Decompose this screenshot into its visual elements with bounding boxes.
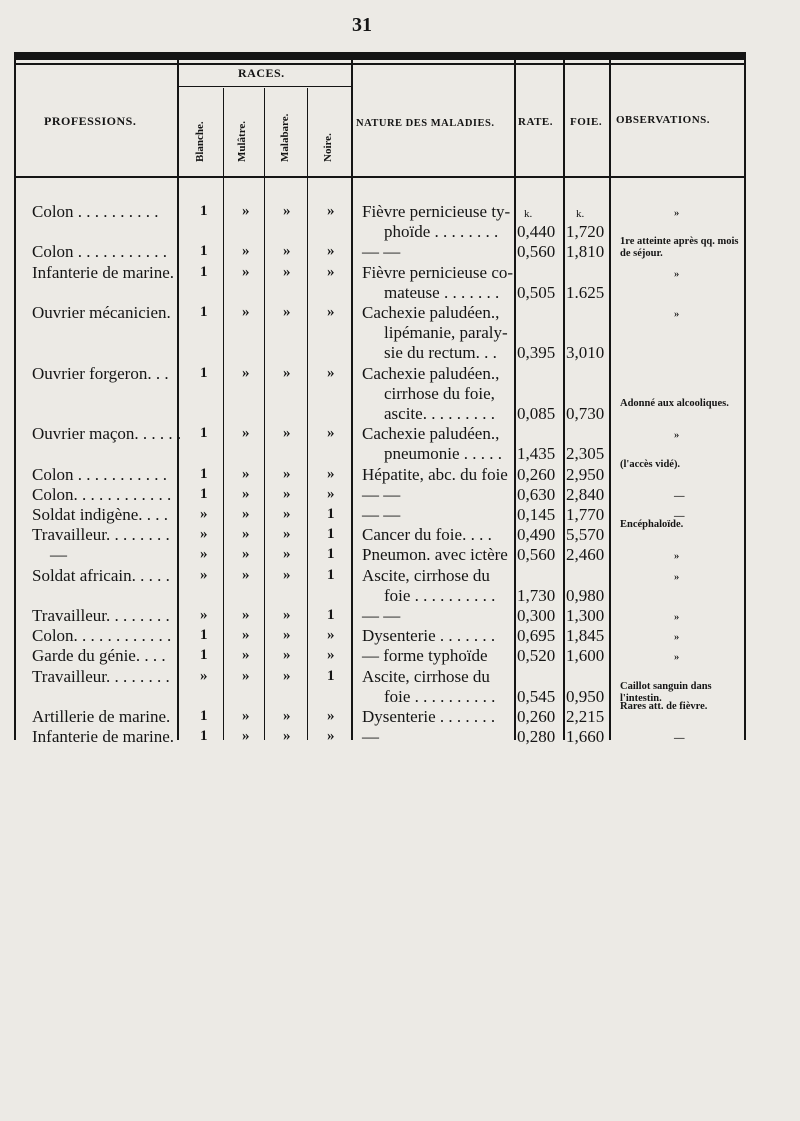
- observation-cell: »: [674, 571, 680, 583]
- observation-cell: »: [674, 430, 680, 442]
- rate-cell: 0,520: [517, 646, 556, 666]
- profession-cell: Colon . . . . . . . . . . .: [32, 464, 168, 484]
- nature-cell: — —: [362, 606, 401, 625]
- race-cell: »: [242, 485, 250, 502]
- table-top-rule-thin: [14, 63, 746, 65]
- race-cell: 1: [327, 546, 335, 563]
- foie-cell: 1.625: [566, 282, 605, 302]
- rate-cell: 0,440: [517, 222, 556, 242]
- observation-cell: —: [674, 490, 685, 502]
- race-cell: 1: [200, 364, 208, 381]
- rate-cell: 0,145: [517, 505, 556, 524]
- nature-cell: ascite. . . . . . . . .: [384, 404, 495, 423]
- race-cell: »: [283, 667, 291, 684]
- race-cell: »: [283, 566, 291, 583]
- race-cell: 1: [200, 465, 208, 482]
- rate-cell: 0,505: [517, 282, 556, 302]
- profession-cell: Ouvrier maçon. . . . . .: [32, 424, 182, 444]
- observation-cell: »: [674, 612, 680, 623]
- nature-cell: Dysenterie . . . . . . .: [362, 707, 496, 726]
- nature-cell: Ascite, cirrhose du: [362, 565, 490, 585]
- observation-cell: »: [674, 632, 680, 644]
- race-cell: 1: [327, 566, 335, 583]
- race-cell: »: [283, 364, 291, 381]
- race-cell: 1: [200, 627, 208, 644]
- foie-cell: 3,010: [566, 343, 605, 363]
- header-race-mulatre: Mulâtre.: [236, 120, 248, 162]
- profession-cell: Ouvrier mécanicien.: [32, 303, 171, 322]
- race-cell: 1: [200, 728, 208, 745]
- header-foie: FOIE.: [570, 116, 603, 128]
- foie-cell: 1,770: [566, 505, 605, 524]
- race-cell: »: [327, 647, 335, 664]
- observation-cell: —: [674, 733, 685, 745]
- race-cell: »: [327, 203, 335, 219]
- observation-cell: 1re atteinte après qq. mois de séjour.: [620, 236, 739, 260]
- race-cell: »: [242, 364, 250, 381]
- foie-cell: 1,845: [566, 626, 605, 646]
- nature-cell: cirrhose du foie,: [384, 383, 495, 403]
- profession-cell: Colon. . . . . . . . . . . .: [32, 626, 172, 646]
- race-cell: »: [327, 263, 335, 280]
- nature-cell: mateuse . . . . . . .: [384, 282, 500, 302]
- rate-cell: 1,435: [517, 444, 556, 464]
- foie-cell: 2,305: [566, 444, 605, 464]
- nature-cell: foie . . . . . . . . . .: [384, 686, 496, 706]
- nature-cell: Ascite, cirrhose du: [362, 666, 490, 686]
- nature-cell: Cancer du foie. . . .: [362, 525, 492, 545]
- profession-cell: Garde du génie. . . .: [32, 646, 166, 666]
- nature-cell: Fièvre pernicieuse ty-: [362, 202, 511, 221]
- foie-cell: 2,215: [566, 707, 605, 726]
- race-cell: 1: [200, 425, 208, 442]
- race-cell: 1: [200, 647, 208, 664]
- nature-cell: —: [362, 727, 379, 747]
- rate-cell: 0,260: [517, 464, 556, 484]
- header-observations: OBSERVATIONS.: [616, 114, 711, 126]
- nature-cell: — forme typhoïde: [362, 646, 488, 666]
- profession-cell: Colon . . . . . . . . . .: [32, 202, 159, 221]
- foie-cell: 1,660: [566, 727, 605, 747]
- race-cell: »: [242, 667, 250, 684]
- foie-cell: 2,460: [566, 545, 605, 565]
- profession-cell: Infanterie de marine.: [32, 727, 175, 747]
- col-divider-race2: [264, 88, 265, 740]
- foie-cell: 2,950: [566, 464, 605, 484]
- race-cell: »: [242, 304, 250, 320]
- nature-cell: Hépatite, abc. du foie: [362, 464, 508, 484]
- profession-cell: Soldat indigène. . . .: [32, 505, 168, 524]
- header-rate: RATE.: [518, 116, 553, 128]
- race-cell: »: [327, 485, 335, 502]
- nature-cell: Cachexie paludéen.,: [362, 424, 500, 444]
- foie-cell: 0,980: [566, 585, 605, 605]
- race-cell: »: [283, 465, 291, 482]
- header-race-noire: Noire.: [322, 133, 334, 162]
- race-cell: »: [242, 526, 250, 543]
- race-cell: »: [283, 243, 291, 260]
- nature-cell: Cachexie paludéen.,: [362, 303, 500, 322]
- nature-cell: sie du rectum. . .: [384, 343, 497, 363]
- race-cell: »: [242, 708, 250, 724]
- rate-cell: 0,280: [517, 727, 556, 747]
- race-cell: 1: [200, 708, 208, 724]
- header-race-blanche: Blanche.: [194, 121, 206, 162]
- race-cell: »: [242, 425, 250, 442]
- race-cell: »: [283, 546, 291, 563]
- profession-cell: Travailleur. . . . . . . .: [32, 606, 170, 625]
- race-cell: »: [200, 506, 208, 522]
- rate-cell: 0,545: [517, 686, 556, 706]
- race-cell: »: [283, 203, 291, 219]
- col-divider-nature: [514, 60, 516, 740]
- foie-cell: 1,600: [566, 646, 605, 666]
- nature-cell: — —: [362, 242, 401, 262]
- profession-cell: Travailleur. . . . . . . .: [32, 525, 170, 545]
- rate-cell: 0,260: [517, 707, 556, 726]
- race-cell: »: [327, 304, 335, 320]
- nature-cell: Fièvre pernicieuse co-: [362, 262, 514, 282]
- race-cell: »: [242, 647, 250, 664]
- foie-cell: 2,840: [566, 484, 605, 504]
- race-cell: 1: [200, 203, 208, 219]
- unit-rate: k.: [524, 208, 533, 220]
- nature-cell: Dysenterie . . . . . . .: [362, 626, 496, 646]
- race-cell: »: [242, 506, 250, 522]
- rate-cell: 0,695: [517, 626, 556, 646]
- col-divider-races: [351, 60, 353, 740]
- col-divider-professions: [177, 60, 179, 740]
- profession-cell: Colon . . . . . . . . . . .: [32, 242, 168, 262]
- race-cell: »: [327, 627, 335, 644]
- race-cell: »: [242, 728, 250, 745]
- observation-cell: Encéphaloïde.: [620, 519, 684, 531]
- race-cell: »: [200, 566, 208, 583]
- race-cell: »: [327, 465, 335, 482]
- col-divider-race1: [223, 88, 224, 740]
- foie-cell: 5,570: [566, 525, 605, 545]
- race-cell: »: [242, 263, 250, 280]
- rate-cell: 0,395: [517, 343, 556, 363]
- race-cell: 1: [327, 667, 335, 684]
- nature-cell: Pneumon. avec ictère: [362, 545, 508, 565]
- unit-foie: k.: [576, 208, 585, 220]
- nature-cell: — —: [362, 484, 401, 504]
- race-cell: 1: [200, 485, 208, 502]
- observation-cell: »: [674, 268, 680, 280]
- profession-cell: Infanterie de marine.: [32, 262, 175, 282]
- foie-cell: 1,300: [566, 606, 605, 625]
- profession-cell: —: [50, 545, 67, 565]
- race-cell: »: [200, 667, 208, 684]
- nature-cell: — —: [362, 505, 401, 524]
- foie-cell: 1,720: [566, 222, 605, 242]
- rate-cell: 0,630: [517, 484, 556, 504]
- race-cell: »: [283, 708, 291, 724]
- observation-cell: »: [674, 652, 680, 664]
- nature-cell: lipémanie, paraly-: [384, 323, 508, 343]
- race-cell: »: [283, 526, 291, 543]
- observation-cell: (l'accès vidé).: [620, 458, 681, 470]
- nature-cell: Cachexie paludéen.,: [362, 363, 500, 383]
- race-cell: »: [283, 647, 291, 664]
- observation-cell: Caillot sanguin dans l'intestin.: [620, 680, 712, 704]
- foie-cell: 1,810: [566, 242, 605, 262]
- page-number: 31: [352, 14, 372, 36]
- nature-cell: phoïde . . . . . . . .: [384, 222, 499, 242]
- race-cell: 1: [200, 243, 208, 260]
- race-cell: »: [242, 465, 250, 482]
- foie-cell: 0,730: [566, 404, 605, 423]
- race-cell: »: [327, 425, 335, 442]
- col-divider-foie: [609, 60, 611, 740]
- race-cell: »: [283, 425, 291, 442]
- profession-cell: Travailleur. . . . . . . .: [32, 666, 170, 686]
- race-cell: »: [242, 546, 250, 563]
- race-cell: »: [242, 566, 250, 583]
- rate-cell: 0,490: [517, 525, 556, 545]
- race-cell: 1: [200, 263, 208, 280]
- race-cell: »: [242, 607, 250, 623]
- header-professions: PROFESSIONS.: [44, 114, 137, 128]
- profession-cell: Ouvrier forgeron. . .: [32, 363, 169, 383]
- foie-cell: 0,950: [566, 686, 605, 706]
- observation-cell: Adonné aux alcooliques.: [620, 398, 729, 409]
- rate-cell: 0,085: [517, 404, 556, 423]
- observation-cell: »: [674, 551, 680, 563]
- data-table: [14, 52, 746, 747]
- header-races: RACES.: [238, 66, 285, 80]
- observation-cell: —: [674, 511, 685, 522]
- race-cell: »: [283, 607, 291, 623]
- observation-cell: Rares att. de fièvre.: [620, 701, 708, 712]
- race-cell: »: [283, 627, 291, 644]
- observation-cell: »: [674, 208, 680, 219]
- race-cell: »: [283, 728, 291, 745]
- race-cell: 1: [327, 607, 335, 623]
- race-cell: »: [242, 627, 250, 644]
- race-cell: »: [283, 506, 291, 522]
- table-top-rule: [14, 52, 746, 60]
- table-border-left: [14, 52, 16, 740]
- header-race-malabare: Malabare.: [279, 113, 291, 162]
- profession-cell: Soldat africain. . . . .: [32, 565, 170, 585]
- race-cell: »: [283, 263, 291, 280]
- rate-cell: 0,560: [517, 242, 556, 262]
- race-cell: »: [242, 203, 250, 219]
- nature-cell: foie . . . . . . . . . .: [384, 585, 496, 605]
- race-cell: »: [327, 364, 335, 381]
- rate-cell: 0,300: [517, 606, 556, 625]
- race-cell: »: [200, 526, 208, 543]
- rate-cell: 0,560: [517, 545, 556, 565]
- race-cell: »: [327, 728, 335, 745]
- rate-cell: 1,730: [517, 585, 556, 605]
- races-subheader-rule: [177, 86, 353, 87]
- nature-cell: pneumonie . . . . .: [384, 444, 503, 464]
- race-cell: »: [283, 304, 291, 320]
- race-cell: »: [242, 243, 250, 260]
- observation-cell: »: [674, 309, 680, 320]
- col-divider-race3: [307, 88, 308, 740]
- race-cell: »: [200, 546, 208, 563]
- profession-cell: Artillerie de marine.: [32, 707, 171, 726]
- race-cell: 1: [327, 506, 335, 522]
- col-divider-rate: [563, 60, 565, 740]
- profession-cell: Colon. . . . . . . . . . . .: [32, 484, 172, 504]
- race-cell: »: [327, 243, 335, 260]
- race-cell: »: [327, 708, 335, 724]
- race-cell: 1: [327, 526, 335, 543]
- race-cell: »: [200, 607, 208, 623]
- race-cell: »: [283, 485, 291, 502]
- header-bottom-rule: [14, 176, 746, 178]
- race-cell: 1: [200, 304, 208, 320]
- header-nature: NATURE DES MALADIES.: [356, 118, 495, 129]
